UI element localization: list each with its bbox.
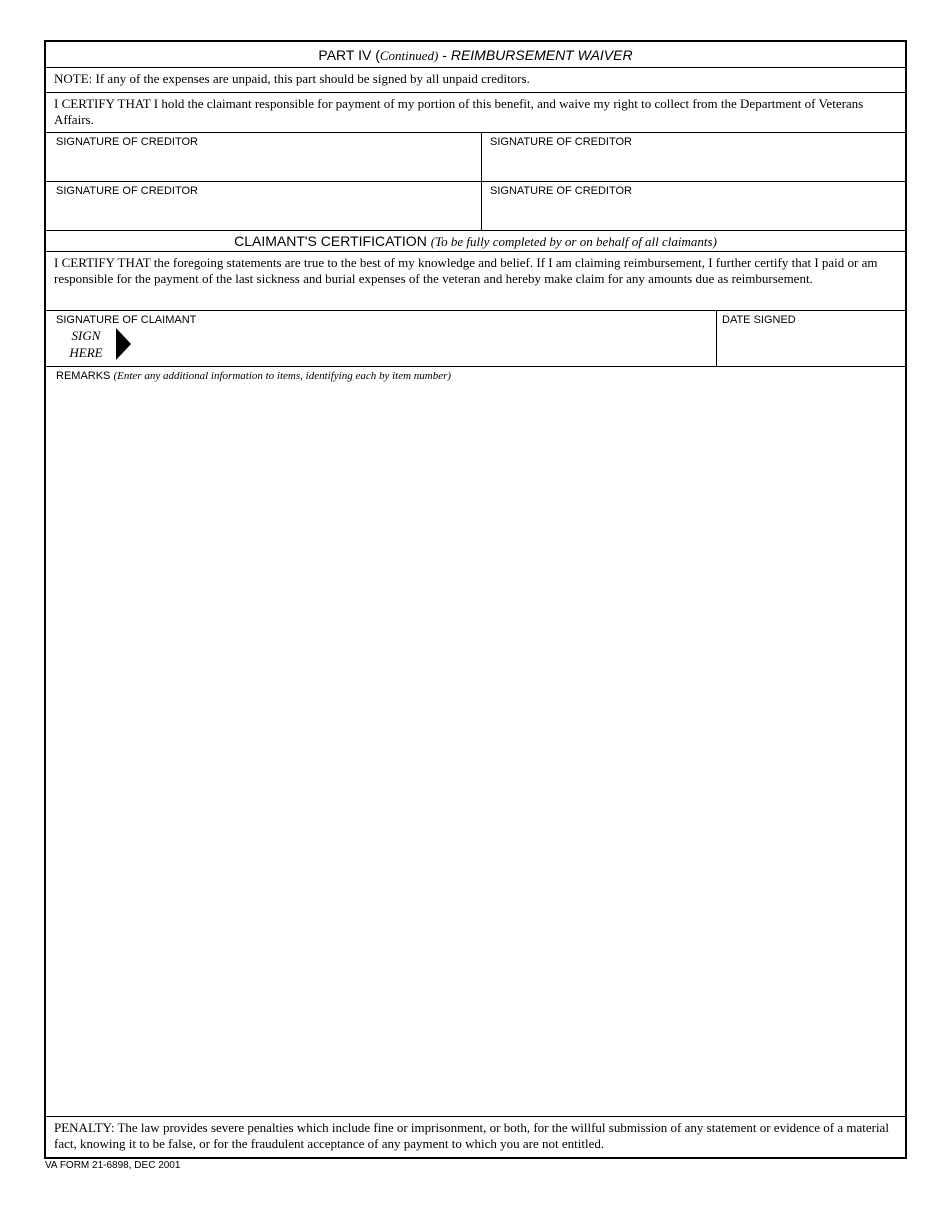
creditor-signature-label: SIGNATURE OF CREDITOR (490, 136, 632, 148)
part-title: REIMBURSEMENT WAIVER (450, 47, 633, 63)
here-text: HERE (69, 345, 103, 360)
form-footer: VA FORM 21-6898, DEC 2001 (45, 1160, 181, 1171)
unpaid-note: NOTE: If any of the expenses are unpaid, this part should be signed by all unpaid creditors. (46, 68, 905, 93)
creditor-signature-label: SIGNATURE OF CREDITOR (56, 136, 198, 148)
sign-here-marker (66, 327, 106, 361)
creditor-certification: I CERTIFY THAT I hold the claimant responsible for payment of my portion of this benefit, and waive my right to collect from the Department of Veterans Affairs. (46, 93, 905, 133)
creditor-signature-row-2 (46, 182, 905, 231)
part-label: PART IV ( (318, 47, 380, 63)
remarks-field[interactable] (46, 367, 905, 1117)
remarks-label (56, 370, 451, 382)
remarks-title: REMARKS (56, 370, 111, 382)
part-iv-header (46, 42, 905, 68)
sign-here-arrow-icon (116, 328, 131, 360)
creditor-signature-label: SIGNATURE OF CREDITOR (56, 185, 198, 197)
creditor-signature-field-3[interactable] (46, 182, 481, 230)
claimant-certification-subtitle: (To be fully completed by or on behalf of all claimants) (430, 234, 717, 249)
header-separator: - (438, 47, 451, 63)
claimant-signature-label: SIGNATURE OF CLAIMANT (56, 314, 197, 326)
claimant-certification-text: I CERTIFY THAT the foregoing statements are true to the best of my knowledge and belief. If I am claiming reimbursement, I further certify that I paid or am responsible for the payment of the last sickness and burial expenses of the veteran and hereby make claim for any amounts due as reimbursement. (46, 252, 905, 311)
va-form (44, 40, 907, 1159)
sign-text: SIGN (71, 328, 101, 343)
claimant-certification-header (46, 231, 905, 252)
remarks-hint: (Enter any additional information to items, identifying each by item number) (113, 370, 452, 382)
creditor-signature-field-4[interactable] (482, 182, 905, 230)
date-signed-label: DATE SIGNED (722, 314, 796, 326)
creditor-signature-field-2[interactable] (482, 133, 905, 181)
creditor-signature-row-1 (46, 133, 905, 182)
claimant-certification-title: CLAIMANT'S CERTIFICATION (234, 233, 427, 249)
claimant-signature-row (46, 311, 905, 367)
creditor-signature-field-1[interactable] (46, 133, 481, 181)
date-signed-field[interactable] (717, 311, 905, 366)
claimant-signature-field[interactable] (46, 311, 715, 366)
creditor-signature-label: SIGNATURE OF CREDITOR (490, 185, 632, 197)
penalty-notice: PENALTY: The law provides severe penalties which include fine or imprisonment, or both, for the willful submission of any statement or evidence of a material fact, knowing it to be false, or for the fraudulent acceptance of any payment to which you are not entitled. (54, 1120, 889, 1151)
continued-label: Continued) (379, 48, 439, 63)
